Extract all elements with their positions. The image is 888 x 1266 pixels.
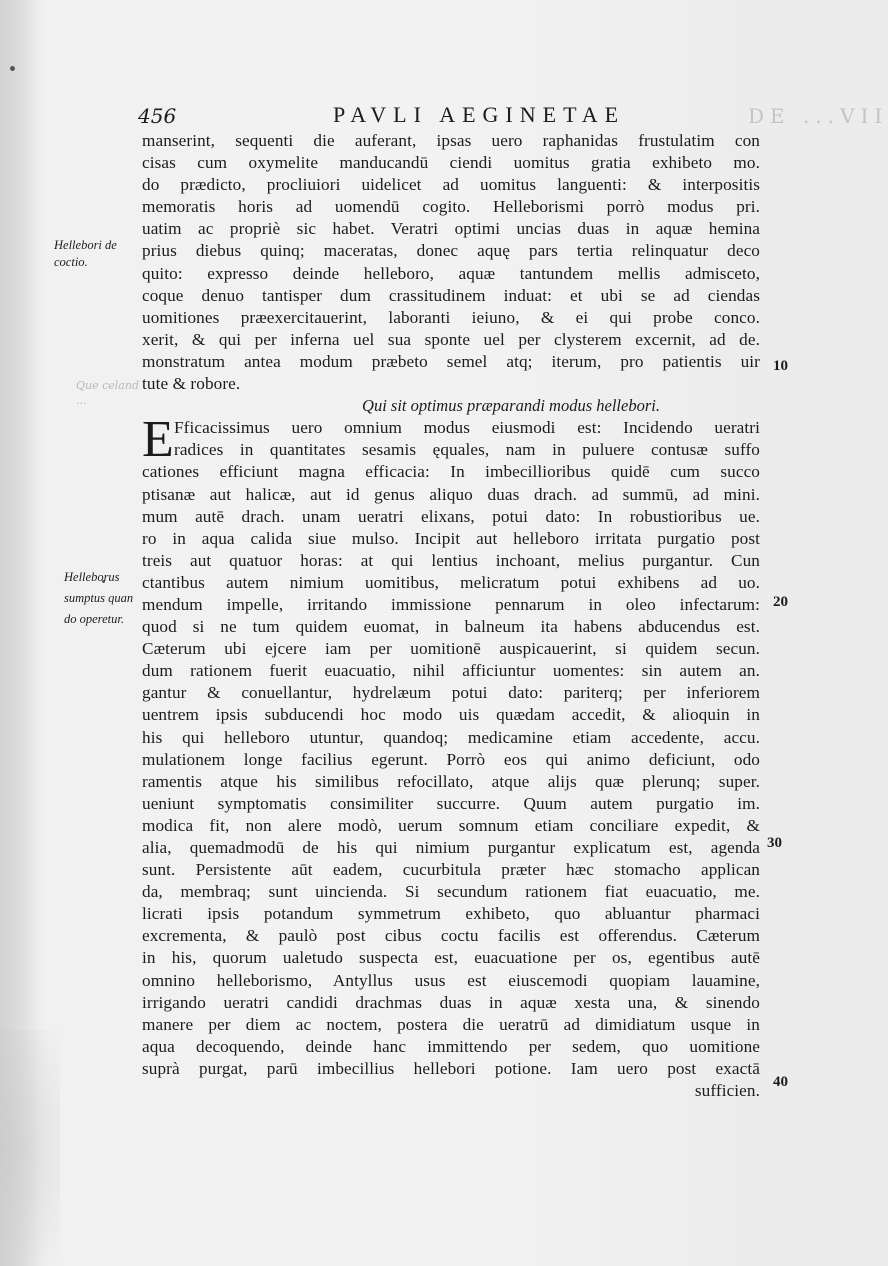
text-line: monstratum antea modum præbeto semel atq; iterum, pro patientis uir xyxy=(142,351,760,371)
ink-speck xyxy=(10,66,15,71)
text-line: treis aut quatuor horas: at qui lentius inchoant, melius purgantur. Cun xyxy=(142,550,760,570)
text-line: uomitiones præexercitauerint, laboranti ieiuno, & ei qui probe conco. xyxy=(142,307,760,327)
drop-cap: E xyxy=(142,411,174,469)
text-line: manserint, sequenti die auferant, ipsas uero raphanidas frustulatim con xyxy=(142,131,760,150)
text-line: da, membraq; sunt uincienda. Si secundum rationem fiat euacuatio, me. xyxy=(142,882,760,902)
margin-note-line: Helleborus xyxy=(64,570,120,584)
text-line: ctantibus autem nimium uomitibus, melicratum potui exhibens ad uo. xyxy=(142,572,760,592)
text-line: radices in quantitates sesamis ęquales, nam in puluere contusæ suffo xyxy=(174,440,760,460)
margin-note-line: do operetur. xyxy=(64,612,124,626)
line-number: 10 xyxy=(773,358,788,374)
margin-note-line: Hellebori de xyxy=(54,238,117,252)
line-number: 20 xyxy=(773,594,788,610)
text-line: suprà purgat, parū imbecillius hellebori potione. Iam uero post exactā xyxy=(142,1058,760,1078)
text-line: ro in aqua calida siue mulso. Incipit aut helleboro irritata purgatio post xyxy=(142,528,760,548)
page-stain xyxy=(0,1030,60,1266)
margin-note-hellebori-decoctio xyxy=(54,237,117,271)
text-line: mum autē drach. unam ueratri elixans, potui dato: In robustioribus ue. xyxy=(142,506,760,526)
text-line: xerit, & qui per inferna uel sua sponte uel per clysterem excernit, ad de. xyxy=(142,329,760,349)
text-line: do prædicto, procliuiori uidelicet ad uomitus languenti: & interpositis xyxy=(142,175,760,195)
text-line: uatim ac propriè sic habet. Veratri optimi uncias duas in aquæ hemina xyxy=(142,219,760,239)
text-line: modica fit, non alere modò, uerum somnum etiam conciliare expedit, & xyxy=(142,815,760,835)
text-line: his qui helleboro utuntur, quandoq; medicamine etiam accedente, accu. xyxy=(142,727,760,747)
text-line: mulationem longe facilius egerunt. Porrò eos qui animo deficiunt, odo xyxy=(142,749,760,769)
text-line: Fficacissimus uero omnium modus eiusmodi est: Incidendo ueratri xyxy=(174,418,760,438)
text-line: quito: expresso deinde helleboro, aquæ tantundem mellis admisceto, xyxy=(142,263,760,283)
paragraph-lines xyxy=(142,411,760,1102)
text-line: sufficien. xyxy=(694,1081,760,1101)
text-line: gantur & conuellantur, hydrelæum potui dato: pariterq; per inferiorem xyxy=(142,683,760,703)
text-line: ueniunt symptomatis consimiliter succurre. Quum autem purgatio im. xyxy=(142,793,760,813)
text-line: manere per diem ac noctem, postera die ueratrū ad dimidiatum usque in xyxy=(142,1014,760,1034)
margin-note-helleborus-sumptus xyxy=(64,569,133,628)
text-line: aqua decoquendo, deinde hanc immittendo per sedem, quo uomitione xyxy=(142,1036,760,1056)
text-line: in his, quorum ualetudo suspecta est, euacuatione per os, egentibus autē xyxy=(142,948,760,968)
main-text xyxy=(142,130,760,1102)
text-line: irrigando ueratri candidi drachmas duas in aquæ xesta una, & sinendo xyxy=(142,992,760,1012)
text-line: ptisanæ aut halicæ, aut id genus aliquo duas drach. ad summū, ad mini. xyxy=(142,484,760,504)
text-line: mendum impelle, irritando immissione pennarum in oleo infectarum: xyxy=(142,594,760,614)
line-number: 30 xyxy=(767,835,782,851)
margin-note-line: sumptus quan xyxy=(64,591,134,605)
text-line: Cæterum ubi ejcere iam per uomitionē auspicauerint, si quidem secun. xyxy=(142,639,760,659)
line-number: 40 xyxy=(773,1074,788,1090)
bleed-through-line: ... xyxy=(76,394,87,407)
text-line: omnino helleborismo, Antyllus usus est eiuscemodi quopiam lauamine, xyxy=(142,970,760,990)
bleed-through-margin-note xyxy=(76,378,139,408)
text-line: cisas cum oxymelite manducandū ciendi uomitus gratia exhibeto mo. xyxy=(142,153,760,173)
paragraph-hellebori-preparation xyxy=(142,411,760,1102)
bleed-through-text: DE ...VII xyxy=(748,104,888,128)
text-line: excrementa, & paulò post cibus coctu facilis est offerendus. Cæterum xyxy=(142,926,760,946)
bleed-through-line: Que celand xyxy=(76,379,139,392)
text-line: prius diebus quinq; maceratas, donec aquę pars tertia relinquatur deco xyxy=(142,241,760,261)
text-line: cationes efficiunt magna efficacia: In imbecillioribus quidē cum succo xyxy=(142,462,760,482)
text-line: uentrem ipsis subducendi hoc modo uis quædam accedit, & alioquin in xyxy=(142,705,760,725)
page-number: 456 xyxy=(138,104,177,128)
text-line: alia, quemadmodū de his qui nimium purgantur explicatum est, agenda xyxy=(142,838,760,857)
text-line: quod si ne tum quidem euomat, in balneum ita habens abducendus est. xyxy=(142,617,760,637)
text-line: licrati ipsis potandum symmetrum exhibeto, quo abluantur pharmaci xyxy=(142,904,760,924)
text-line: memoratis horis ad uomendū cogito. Helleborismi porrò modus pri. xyxy=(142,197,760,217)
margin-note-line: coctio. xyxy=(54,255,88,269)
text-line: sunt. Persistente aūt eadem, cucurbitula præter hæc stomacho applican xyxy=(142,860,760,880)
running-title: PAVLI AEGINETAE xyxy=(333,102,626,127)
section-heading: Qui sit optimus præparandi modus hellebori. xyxy=(362,396,660,416)
text-line: coque denuo tantisper dum crassitudinem induat: et ubi se ad ciendas xyxy=(142,285,760,305)
text-line: tute & robore. xyxy=(142,374,241,394)
text-line: dum rationem fuerit euacuatio, nihil afficiuntur uomentes: sin autem an. xyxy=(142,661,760,681)
text-line: ramentis atque his similibus refocillato, atque alijs quæ plerunq; super. xyxy=(142,771,760,791)
paragraph-prior xyxy=(142,130,760,395)
